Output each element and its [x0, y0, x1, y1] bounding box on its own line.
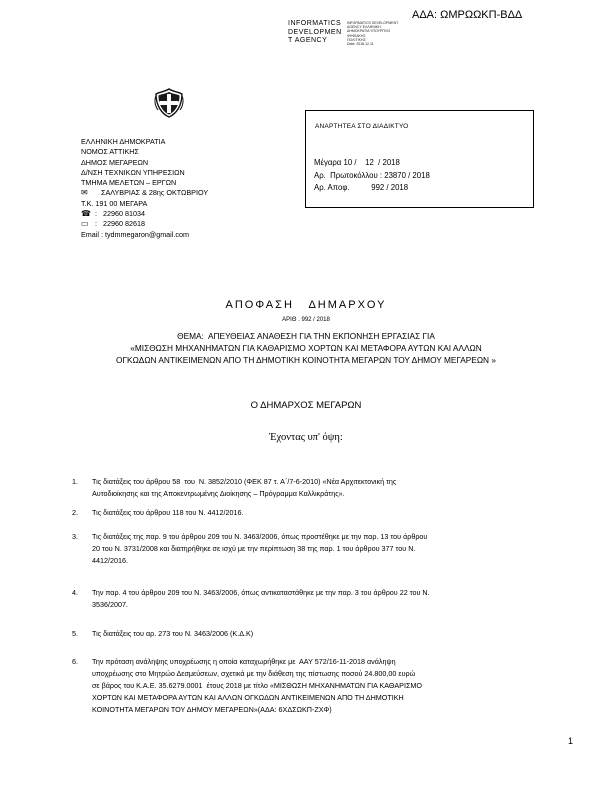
posting-notice: ΑΝΑΡΤΗΤΕΑ ΣΤΟ ΔΙΑΔΙΚΤΥΟ: [315, 123, 409, 130]
ada-code: ΑΔΑ: ΩΜΡΩΩΚΠ-ΒΔΔ: [412, 9, 523, 21]
subject-line-3: ΟΓΚΩΔΩΝ ΑΝΤΙΚΕΙΜΕΝΩΝ ΑΠΟ ΤΗ ΔΗΜΟΤΙΚΗ ΚΟΙΝΟΤΗΤΑ ΜΕΓΑΡΩΝ ΤΟΥ ΔΗΜΟΥ ΜΕΓΑΡΕΩΝ »: [116, 354, 496, 365]
telephone-icon: ☎: [81, 209, 91, 219]
having-regard-heading: Έχοντας υπ' όψη:: [269, 432, 343, 443]
subject-line-1: ΘΕΜΑ: ΑΠΕΥΘΕΙΑΣ ΑΝΑΘΕΣΗ ΓΙΑ ΤΗΝ ΕΚΠΟΝΗΣΗ ΕΡΓΑΣΙΑΣ ΓΙΑ: [177, 331, 435, 341]
protocol-box: [305, 110, 534, 208]
issuer-fax-row: ▭ : 22960 82618: [81, 219, 145, 229]
fax-icon: ▭: [81, 219, 89, 229]
issuer-address: ΣΑΛΥΒΡΙΑΣ & 28ης ΟΚΤΩΒΡΙΟΥ: [101, 188, 209, 198]
protocol-details: [314, 157, 430, 195]
issuer-municipality: ΔΗΜΟΣ ΜΕΓΑΡΕΩΝ: [81, 157, 149, 167]
digital-signature-text: INFORMATICS DEVELOPMENT AGENCY ΕΛΛΗΝΙΚΗ ΔΗΜΟΚΡΑΤΙΑ ΥΠΟΥΡΓΕΙΟ ΨΗΦΙΑΚΗΣ ΠΟΛΙΤΙΚΗΣ Date: 2018.12.11: [347, 21, 399, 47]
issuer-address-row: [81, 188, 208, 198]
decision-reference: ΑΡΙΘ . 992 / 2018: [282, 317, 330, 323]
document-date: Μέγαρα 10 / 12 / 2018: [314, 158, 400, 167]
greek-coat-of-arms-icon: [154, 88, 184, 118]
issuer-directorate: Δ/ΝΣΗ ΤΕΧΝΙΚΩΝ ΥΠΗΡΕΣΙΩΝ: [81, 167, 185, 177]
envelope-icon: ✉: [81, 188, 88, 198]
subject-block: [20, 331, 592, 366]
issuer-prefecture: ΝΟΜΟΣ ΑΤΤΙΚΗΣ: [81, 147, 139, 157]
issuer-block: [81, 137, 208, 240]
issuer-phone: 22960 81034: [103, 209, 145, 219]
decision-number: Αρ. Αποφ. 992 / 2018: [314, 183, 409, 192]
subject-line-2: «ΜΙΣΘΩΣΗ ΜΗΧΑΝΗΜΑΤΩΝ ΓΙΑ ΚΑΘΑΡΙΣΜΟ ΧΟΡΤΩΝ ΚΑΙ ΜΕΤΑΦΟΡΑ ΑΥΤΩΝ ΚΑΙ ΑΛΛΩΝ: [130, 342, 482, 353]
mayor-heading: Ο ΔΗΜΑΡΧΟΣ ΜΕΓΑΡΩΝ: [250, 400, 362, 411]
issuer-department: ΤΜΗΜΑ ΜΕΛΕΤΩΝ – ΕΡΓΩΝ: [81, 178, 177, 188]
ida-signature-label: INFORMATICS DEVELOPMEN T AGENCY: [288, 20, 342, 44]
protocol-number: Αρ. Πρωτοκόλλου : 23870 / 2018: [314, 170, 430, 180]
issuer-email: Email : tydmmegaron@gmail.com: [81, 229, 189, 239]
issuer-postcode: Τ.Κ. 191 00 ΜΕΓΑΡΑ: [81, 198, 148, 208]
issuer-phone-row: ☎ : 22960 81034: [81, 209, 145, 219]
issuer-fax: 22960 82618: [103, 219, 145, 229]
document-title: ΑΠΟΦΑΣΗ ΔΗΜΑΡΧΟΥ: [225, 299, 387, 311]
page-number: 1: [568, 736, 574, 746]
issuer-state: ΕΛΛΗΝΙΚΗ ΔΗΜΟΚΡΑΤΙΑ: [81, 137, 166, 146]
